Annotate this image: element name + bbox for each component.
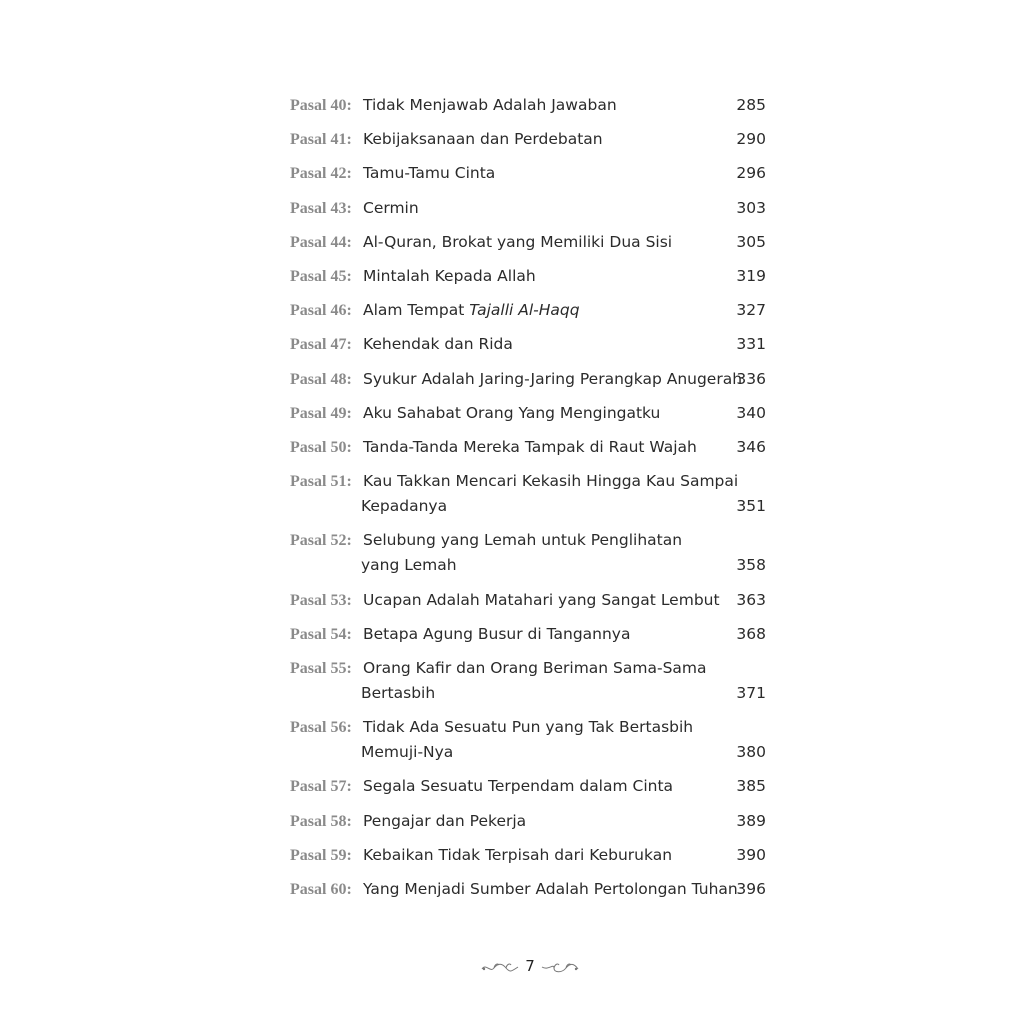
page-ref: 385 <box>736 777 766 796</box>
chapter-label: Pasal 47: <box>290 336 352 354</box>
chapter-title <box>363 264 733 289</box>
chapter-label: Pasal 51: <box>290 473 352 491</box>
chapter-label: Pasal 58: <box>290 812 352 830</box>
chapter-title-text: Kebijaksanaan dan Perdebatan <box>363 130 603 149</box>
chapter-title <box>363 588 733 613</box>
chapter-title-line2: Bertasbih <box>361 684 436 702</box>
chapter-label: Pasal 55: <box>290 660 352 677</box>
chapter-title <box>361 469 739 519</box>
chapter-title-text: Tidak Ada Sesuatu Pun yang Tak Bertasbih <box>363 718 694 737</box>
page-ref: 305 <box>736 232 766 251</box>
page-ref: 389 <box>736 811 766 830</box>
right-flourish-icon <box>540 959 580 975</box>
chapter-label: Pasal 57: <box>290 778 352 796</box>
page-ref: 327 <box>736 301 766 320</box>
chapter-title <box>363 528 733 578</box>
page-ref: 285 <box>736 96 766 114</box>
chapter-title-text: Yang Menjadi Sumber Adalah Pertolongan Tuhan <box>363 880 738 898</box>
chapter-label: Pasal 53: <box>290 591 352 609</box>
chapter-title-text: Kebaikan Tidak Terpisah dari Keburukan <box>363 845 673 864</box>
chapter-label: Pasal 48: <box>290 370 352 388</box>
chapter-title <box>363 196 733 221</box>
chapter-title <box>363 843 733 868</box>
page-ref: 346 <box>736 438 766 456</box>
chapter-label: Pasal 46: <box>290 302 352 320</box>
chapter-title-text: Kehendak dan Rida <box>363 335 513 354</box>
chapter-label: Pasal 60: <box>290 881 352 898</box>
chapter-title <box>363 435 733 460</box>
chapter-label: Pasal 52: <box>290 532 352 550</box>
chapter-title-text: Segala Sesuatu Terpendam dalam Cinta <box>363 777 674 796</box>
chapter-title <box>363 367 743 392</box>
chapter-title <box>363 774 733 799</box>
chapter-title <box>363 127 733 152</box>
chapter-title <box>363 161 733 186</box>
chapter-label: Pasal 42: <box>290 165 352 183</box>
chapter-title-text: Aku Sahabat Orang Yang Mengingatku <box>363 403 661 422</box>
page-ref: 340 <box>736 403 766 422</box>
chapter-label: Pasal 43: <box>290 199 352 217</box>
page-ref: 319 <box>736 267 766 285</box>
page-ref: 368 <box>736 624 766 643</box>
chapter-label: Pasal 54: <box>290 625 352 643</box>
page-ref: 363 <box>736 590 766 609</box>
page-ref: 358 <box>736 556 766 575</box>
page-ref: 336 <box>736 369 766 388</box>
chapter-label: Pasal 41: <box>290 131 352 149</box>
chapter-title-italic: Tajalli Al-Haqq <box>469 301 580 320</box>
chapter-title-text: Mintalah Kepada Allah <box>363 267 536 285</box>
chapter-title-text: Cermin <box>363 198 419 217</box>
chapter-title-text: Tamu-Tamu Cinta <box>363 164 496 183</box>
chapter-title <box>363 622 733 647</box>
chapter-title-text: Ucapan Adalah Matahari yang Sangat Lembut <box>363 590 720 609</box>
chapter-title <box>363 230 733 255</box>
chapter-title-text: Betapa Agung Busur di Tangannya <box>363 624 631 643</box>
page-ref: 371 <box>736 684 766 702</box>
chapter-title <box>363 715 733 765</box>
chapter-label: Pasal 59: <box>290 846 352 864</box>
chapter-label: Pasal 40: <box>290 97 352 114</box>
chapter-title-text: Kau Takkan Mencari Kekasih Hingga Kau Sampai <box>363 472 739 491</box>
chapter-label: Pasal 44: <box>290 233 352 251</box>
chapter-title <box>363 93 733 118</box>
chapter-title-text: Syukur Adalah Jaring-Jaring Perangkap Anugerah <box>363 369 743 388</box>
page-ref: 331 <box>736 335 766 354</box>
chapter-title <box>363 809 733 834</box>
page-ref: 380 <box>736 743 766 762</box>
page-ref: 296 <box>736 164 766 183</box>
chapter-title <box>363 877 738 902</box>
chapter-title-line2: yang Lemah <box>361 556 457 575</box>
chapter-title-text: Selubung yang Lemah untuk Penglihatan <box>363 531 683 550</box>
chapter-title <box>363 401 733 426</box>
chapter-title-text: Tanda-Tanda Mereka Tampak di Raut Wajah <box>363 438 697 456</box>
page-footer <box>480 955 580 981</box>
chapter-title-line2: Kepadanya <box>361 497 448 516</box>
page-ref: 390 <box>736 845 766 864</box>
chapter-label: Pasal 45: <box>290 268 352 285</box>
page-number: 7 <box>525 957 535 975</box>
left-flourish-icon <box>480 959 520 975</box>
chapter-title <box>363 332 733 357</box>
chapter-title <box>363 656 733 706</box>
chapter-title-text: Pengajar dan Pekerja <box>363 811 527 830</box>
chapter-title <box>363 298 733 323</box>
chapter-title-text: Orang Kafir dan Orang Beriman Sama-Sama <box>363 659 707 677</box>
page-ref: 290 <box>736 130 766 149</box>
chapter-title-text: Al-Quran, Brokat yang Memiliki Dua Sisi <box>363 232 673 251</box>
chapter-label: Pasal 50: <box>290 439 352 456</box>
chapter-title-text: Tidak Menjawab Adalah Jawaban <box>363 96 617 114</box>
page-ref: 303 <box>736 198 766 217</box>
chapter-title-text: Alam Tempat <box>363 301 470 320</box>
chapter-title-line2: Memuji-Nya <box>361 743 454 762</box>
chapter-label: Pasal 56: <box>290 719 352 737</box>
page-ref: 396 <box>736 880 766 898</box>
chapter-label: Pasal 49: <box>290 404 352 422</box>
page-ref: 351 <box>736 497 766 516</box>
